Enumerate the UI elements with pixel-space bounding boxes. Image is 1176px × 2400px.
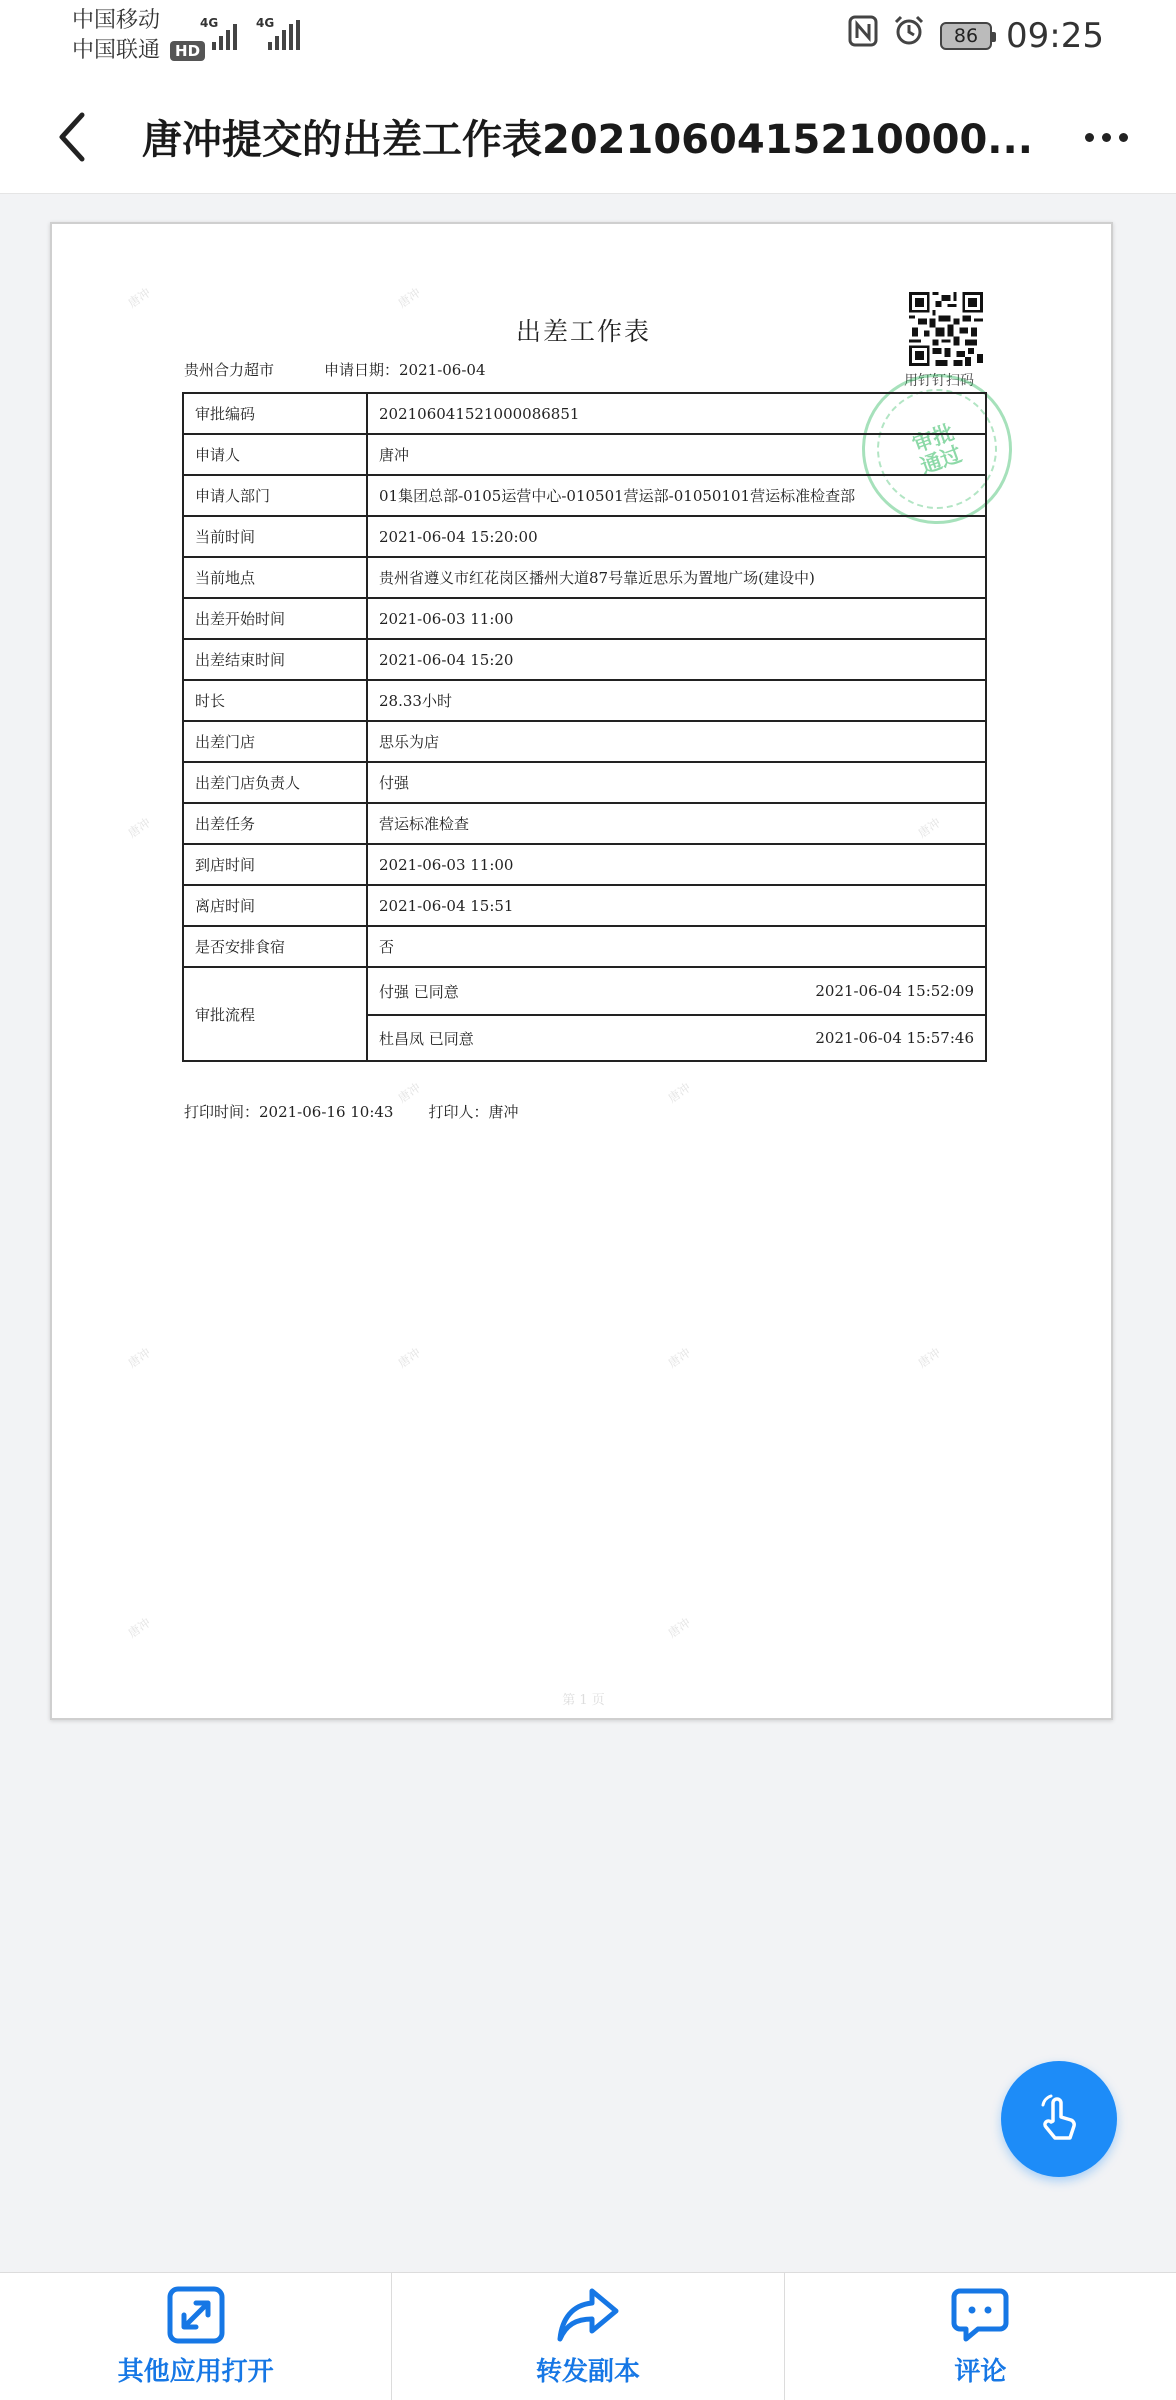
more-button[interactable] (1076, 110, 1136, 164)
signal-icons (200, 18, 300, 50)
open-other-label: 其他应用打开 (117, 2357, 274, 2387)
table-row (183, 680, 986, 721)
field-value: 2021-06-04 15:51 (367, 885, 986, 926)
forward-label: 转发副本 (535, 2357, 640, 2387)
field-value: 唐冲 (367, 434, 986, 475)
field-label: 当前时间 (183, 516, 367, 557)
table-row (183, 762, 986, 803)
forward-copy-button[interactable] (392, 2273, 784, 2400)
table-row (183, 885, 986, 926)
gesture-fab-button[interactable] (1001, 2061, 1117, 2177)
document-meta (184, 359, 486, 380)
more-dots-icon (1085, 133, 1094, 142)
table-row (183, 598, 986, 639)
table-row (183, 475, 986, 516)
table-row (183, 516, 986, 557)
approval-step (368, 968, 985, 1014)
field-label: 出差任务 (183, 803, 367, 844)
share-arrow-icon (556, 2285, 620, 2345)
field-label: 离店时间 (183, 885, 367, 926)
back-button[interactable] (22, 87, 122, 187)
approval-steps (367, 967, 986, 1061)
field-value: 否 (367, 926, 986, 967)
field-label: 出差结束时间 (183, 639, 367, 680)
watermark: 唐冲 (395, 1080, 424, 1106)
field-value: 2021-06-03 11:00 (367, 844, 986, 885)
field-value: 2021-06-04 15:20 (367, 639, 986, 680)
comment-icon (950, 2285, 1010, 2345)
carrier-1: 中国移动 (72, 8, 161, 33)
table-row (183, 926, 986, 967)
field-label: 时长 (183, 680, 367, 721)
approval-flow-label: 审批流程 (183, 967, 367, 1061)
open-with-other-app-button[interactable] (0, 2273, 392, 2400)
signal-icon (256, 18, 300, 50)
nfc-icon (848, 15, 878, 56)
hand-pointer-icon (1031, 2091, 1087, 2147)
chevron-left-icon (52, 109, 92, 165)
table-row (183, 434, 986, 475)
document-page (50, 222, 1113, 1720)
header-bar (0, 80, 1176, 194)
network-type: 4G (200, 16, 219, 30)
watermark: 唐冲 (125, 1345, 154, 1371)
alarm-icon (892, 14, 926, 57)
network-type: 4G (256, 16, 275, 30)
field-value: 01集团总部-0105运营中心-010501营运部-01050101营运标准检查部 (367, 475, 986, 516)
table-row (183, 721, 986, 762)
field-value: 2021-06-04 15:20:00 (367, 516, 986, 557)
approval-step (368, 1014, 985, 1060)
approver-status: 付强 已同意 (379, 982, 459, 1001)
page-title: 唐冲提交的出差工作表2021060415210000... (142, 117, 1033, 163)
watermark: 唐冲 (665, 1080, 694, 1106)
field-label: 当前地点 (183, 557, 367, 598)
watermark: 唐冲 (915, 815, 944, 841)
signal-icon (200, 18, 240, 50)
field-label: 审批编码 (183, 393, 367, 434)
table-row (183, 393, 986, 434)
battery-icon: 86 (940, 22, 992, 50)
field-value: 贵州省遵义市红花岗区播州大道87号靠近思乐为置地广场(建设中) (367, 557, 986, 598)
approval-time: 2021-06-04 15:52:09 (815, 982, 974, 1000)
watermark: 唐冲 (395, 285, 424, 311)
print-time: 打印时间：2021-06-16 10:43 (184, 1103, 394, 1121)
printer: 打印人：唐冲 (428, 1103, 519, 1121)
field-label: 出差开始时间 (183, 598, 367, 639)
field-label: 出差门店负责人 (183, 762, 367, 803)
watermark: 唐冲 (125, 1615, 154, 1641)
comment-button[interactable] (785, 2273, 1176, 2400)
company-name: 贵州合力超市 (184, 361, 275, 379)
watermark: 唐冲 (665, 1615, 694, 1641)
table-row (183, 844, 986, 885)
field-label: 出差门店 (183, 721, 367, 762)
field-label: 申请人 (183, 434, 367, 475)
approval-flow-row (183, 967, 986, 1061)
stamp-text: 审批通过 (909, 419, 965, 479)
watermark: 唐冲 (395, 1345, 424, 1371)
watermark: 唐冲 (125, 815, 154, 841)
apply-date: 申请日期：2021-06-04 (324, 361, 486, 379)
carrier-2: 中国联通 (72, 38, 161, 63)
field-value: 付强 (367, 762, 986, 803)
watermark: 唐冲 (665, 1345, 694, 1371)
carrier-info (72, 6, 205, 66)
clock: 09:25 (1006, 15, 1104, 56)
field-value: 2021-06-03 11:00 (367, 598, 986, 639)
watermark: 唐冲 (125, 285, 154, 311)
qr-caption: 用钉钉扫码 (904, 373, 974, 389)
watermark: 唐冲 (915, 1345, 944, 1371)
field-value: 28.33小时 (367, 680, 986, 721)
field-value: 思乐为店 (367, 721, 986, 762)
status-right (848, 14, 1104, 57)
page-number: 第 1 页 (562, 1693, 605, 1708)
bottom-toolbar (0, 2272, 1176, 2400)
form-table (182, 392, 987, 1062)
table-row (183, 639, 986, 680)
field-label: 是否安排食宿 (183, 926, 367, 967)
expand-icon (166, 2285, 226, 2345)
field-value: 202106041521000086851 (367, 393, 986, 434)
field-label: 申请人部门 (183, 475, 367, 516)
table-row (183, 557, 986, 598)
document-viewer[interactable] (0, 195, 1176, 2272)
status-bar (0, 0, 1176, 80)
hd-badge: HD (170, 41, 205, 61)
document-title: 出差工作表 (515, 317, 651, 346)
print-info (184, 1101, 519, 1122)
qr-code-icon (909, 292, 983, 366)
table-row (183, 803, 986, 844)
approval-time: 2021-06-04 15:57:46 (815, 1029, 974, 1047)
field-label: 到店时间 (183, 844, 367, 885)
approver-status: 杜昌凤 已同意 (379, 1029, 474, 1048)
comment-label: 评论 (954, 2357, 1007, 2387)
field-value: 营运标准检查 (367, 803, 986, 844)
